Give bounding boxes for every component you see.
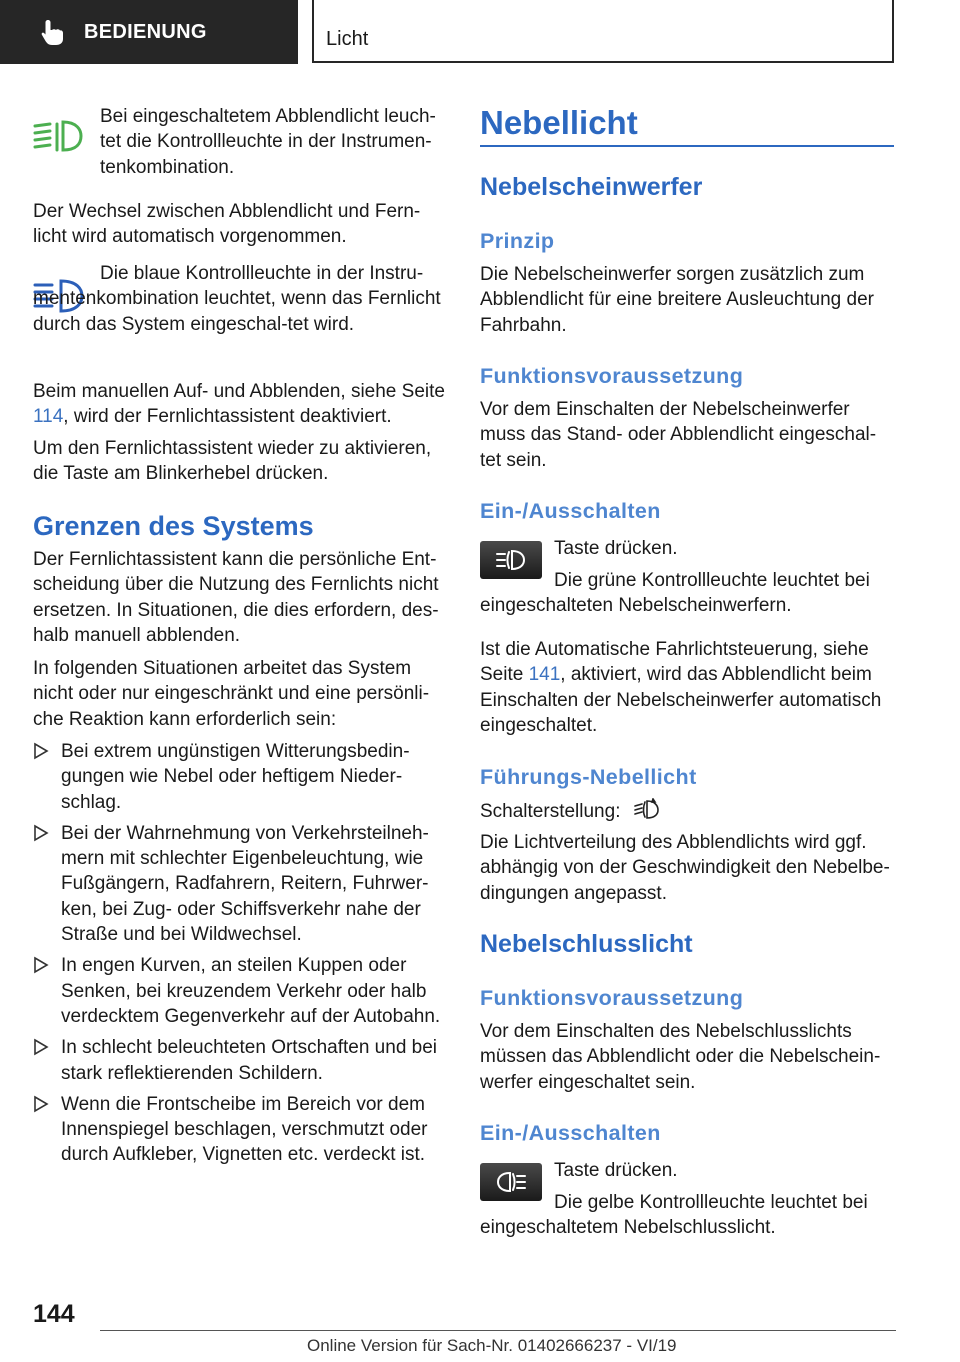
triangle-bullet-icon <box>33 1095 49 1113</box>
heading-fog-lamps: Nebelscheinwerfer <box>480 173 703 201</box>
heading-rule <box>480 145 894 147</box>
switch-text: Der Wechsel zwischen Abblendlicht und Fern-licht wird automatisch vorgenommen. <box>33 201 421 248</box>
list-item: Bei extrem ungünstigen Witterungsbedin-gungen wie Nebel oder heftigem Nieder-schlag. <box>33 739 447 815</box>
section-label: BEDIENUNG <box>84 20 207 43</box>
heading-switch-on-off-rear: Ein-/Ausschalten <box>480 1121 661 1145</box>
page-number: 144 <box>33 1300 75 1328</box>
list-item: In schlecht beleuchteten Ortschaften und bei stark reflektierenden Schildern. <box>33 1035 447 1086</box>
heading-rear-fog: Nebelschlusslicht <box>480 930 693 958</box>
situations-list <box>33 739 447 1168</box>
page-link-141[interactable]: 141 <box>528 664 561 686</box>
chapter-label: Licht <box>326 28 369 50</box>
page-link-114[interactable]: 114 <box>33 406 64 428</box>
press-button-text: Taste drücken. <box>554 538 678 559</box>
heading-switch-on-off: Ein-/Ausschalten <box>480 499 661 523</box>
triangle-bullet-icon <box>33 824 49 842</box>
guide-fog-light-icon <box>634 798 660 820</box>
requirement-rear-text: Vor dem Einschalten des Nebelschlusslichts müssen das Abblendlicht oder die Nebelschein-werfer eingeschaltet sein. <box>480 1021 881 1093</box>
heading-guide-fog: Führungs-Nebellicht <box>480 765 697 789</box>
high-beam-text: Die blaue Kontrollleuchte in der Instru-mentenkombination leuchtet, wenn das Fernlicht durch das System eingeschal-tet wird. <box>33 263 441 335</box>
chapter-tab <box>312 0 894 63</box>
list-item: Bei der Wahrnehmung von Verkehrsteilneh-mern mit schlechter Eigenbeleuchtung, wie Fußgängern, Radfahrern, Reitern, Fuhrwer-ken, bei Zug- oder Schiffsverkehr nahe der Straße und bei Wildwechsel. <box>33 821 447 947</box>
auto-light-text: Ist die Automatische Fahrlichtsteuerung, siehe Seite 141, aktiviert, wird das Abblendlicht beim Einschalten der Nebelscheinwerfer automatisch eingeschaltet. <box>480 639 882 736</box>
triangle-bullet-icon <box>33 956 49 974</box>
green-indicator-text: Die grüne Kontrollleuchte leuchtet bei eingeschalteten Nebelscheinwerfern. <box>480 570 870 617</box>
yellow-indicator-text: Die gelbe Kontrollleuchte leuchtet bei eingeschaltetem Nebelschlusslicht. <box>480 1192 868 1239</box>
heading-principle: Prinzip <box>480 229 555 253</box>
list-item: In engen Kurven, an steilen Kuppen oder Senken, bei kreuzendem Verkehr oder halb verdecktem Gegenverkehr auf der Autobahn. <box>33 953 447 1029</box>
heading-requirement: Funktionsvoraussetzung <box>480 364 744 388</box>
heading-fog-light: Nebellicht <box>480 104 638 141</box>
heading-limits: Grenzen des Systems <box>33 511 314 541</box>
guide-fog-text: Die Lichtverteilung des Abblendlichts wird ggf. abhängig von der Geschwindigkeit den Nebelbe-dingungen angepasst. <box>480 832 890 904</box>
requirement-text: Vor dem Einschalten der Nebelscheinwerfer muss das Stand- oder Abblendlicht eingeschal-tet sein. <box>480 399 877 471</box>
switch-position-text: Schalterstellung: <box>480 798 894 824</box>
reactivate-text: Um den Fernlichtassistent wieder zu aktivieren, die Taste am Blinkerhebel drücken. <box>33 438 432 485</box>
manual-dip-text: Beim manuellen Auf- und Abblenden, siehe Seite 114, wird der Fernlichtassistent deaktiviert. <box>33 381 445 428</box>
hand-pointer-icon <box>40 18 66 46</box>
triangle-bullet-icon <box>33 1038 49 1056</box>
limits-text: Der Fernlichtassistent kann die persönliche Ent-scheidung über die Nutzung des Fernlichts nicht ersetzen. In Situationen, die dies erfordern, des-halb manuell abblenden. <box>33 549 439 646</box>
heading-requirement-rear: Funktionsvoraussetzung <box>480 986 744 1010</box>
footer-rule <box>100 1330 896 1331</box>
section-tab <box>0 0 298 64</box>
principle-text: Die Nebelscheinwerfer sorgen zusätzlich zum Abblendlicht für eine breitere Ausleuchtung der Fahrbahn. <box>480 264 874 336</box>
press-button-rear-text: Taste drücken. <box>554 1160 678 1181</box>
list-item: Wenn die Frontscheibe im Bereich vor dem Innenspiegel beschlagen, verschmutzt oder durch Aufkleber, Vignetten etc. verdeckt ist. <box>33 1092 447 1168</box>
low-beam-text: Bei eingeschaltetem Abblendlicht leuch-tet die Kontrollleuchte in der Instrumen-tenkombination. <box>100 106 436 178</box>
footer-text: Online Version für Sach-Nr. 01402666237 - VI/19 <box>307 1336 677 1355</box>
situations-text: In folgenden Situationen arbeitet das System nicht oder nur eingeschränkt und eine persönli-che Reaktion kann erforderlich sein: <box>33 658 430 730</box>
triangle-bullet-icon <box>33 742 49 760</box>
